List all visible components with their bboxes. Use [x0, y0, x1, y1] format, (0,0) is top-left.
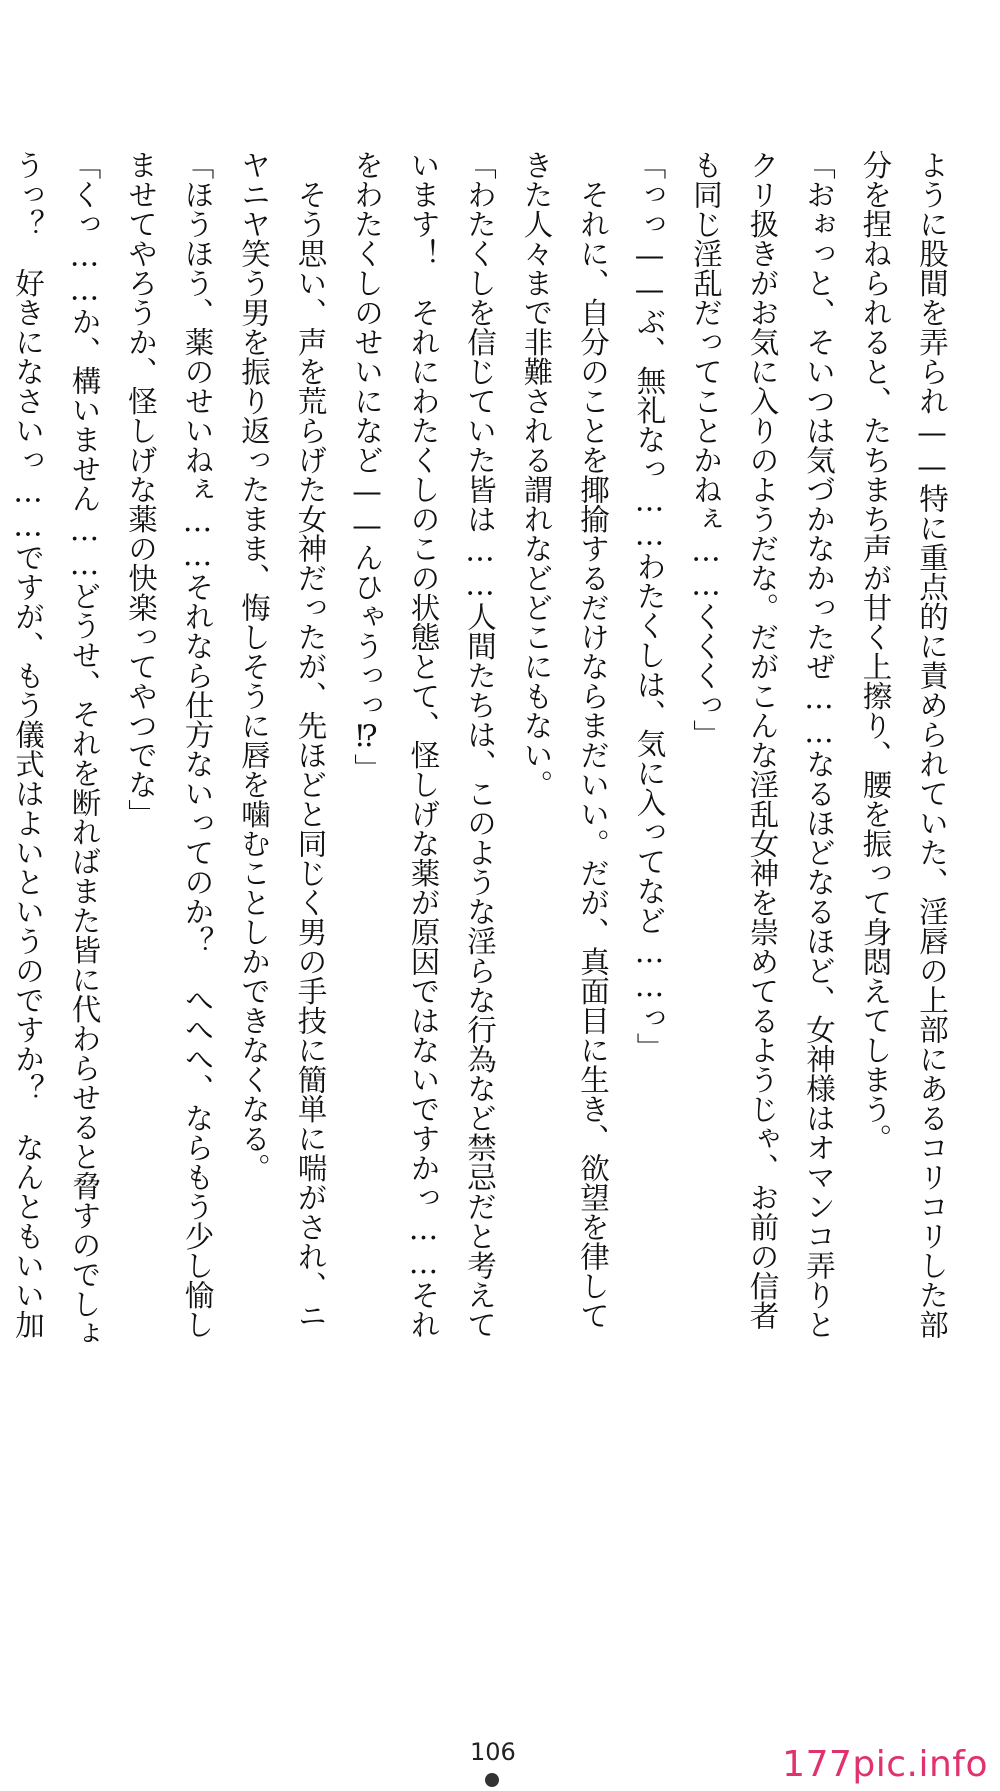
text-line-17: うっ？ 好きになさいっ……ですが、もう儀式はよいというのですか？ なんともいい加	[11, 150, 45, 1339]
body-text	[11, 150, 960, 1620]
text-line-9: 「わたくしを信じていた皆は……人間たちは、このような淫らな行為など禁忌だと考えて	[463, 150, 497, 1339]
text-line-7: それに、自分のことを揶揄するだけならまだいい。だが、真面目に生き、欲望を律して	[576, 150, 610, 1330]
text-line-10: います！ それにわたくしのこの状態とて、怪しげな薬が原因ではないですかっ……それ	[406, 150, 441, 1339]
page-ornament-dot	[485, 1773, 499, 1787]
text-line-3: 「おぉっと、そいつは気づかなかったぜ……なるほどなるほど、女神様はオマンコ弄りと	[802, 150, 836, 1339]
text-line-15: ませてやろうか、怪しげな薬の快楽ってやつでな」	[124, 150, 158, 829]
text-line-12: そう思い、声を荒らげた女神だったが、先ほどと同じく男の手技に簡単に喘がされ、ニ	[293, 150, 328, 1330]
text-line-2: 分を捏ねられると、たちまち声が甘く上擦り、腰を振って身悶えてしまう。	[858, 150, 893, 1153]
watermark: 177pic.info	[782, 1744, 988, 1785]
text-line-16: 「くっ……か、構いません……どうせ、それを断ればまた皆に代わらせると脅すのでしょ	[67, 150, 102, 1348]
text-line-14: 「ほうほう、薬のせいねぇ……それなら仕方ないってのか？ へへへ、ならもう少し愉し	[180, 150, 215, 1339]
text-line-5: も同じ淫乱だってことかねぇ……くくくっ」	[689, 150, 723, 749]
text-line-13: ヤニヤ笑う男を振り返ったまま、悔しそうに唇を噛むことしかできなくなる。	[237, 150, 271, 1183]
text-line-4: クリ扱きがお気に入りのようだな。だがこんな淫乱女神を崇めてるようじゃ、お前の信者	[745, 150, 780, 1330]
text-line-6: 「っっ——ぶ、無礼なっ……わたくしは、気に入ってなど……っ」	[632, 150, 667, 1062]
text-line-1: ように股間を弄られ——特に重点的に責められていた、淫唇の上部にあるコリコリした部	[915, 150, 949, 1339]
text-line-8: きた人々まで非難される謂れなどどこにもない。	[519, 150, 554, 799]
text-line-11: をわたくしのせいになど——んひゃうっっ⁉」	[350, 150, 384, 783]
page-number: 106	[470, 1738, 516, 1766]
